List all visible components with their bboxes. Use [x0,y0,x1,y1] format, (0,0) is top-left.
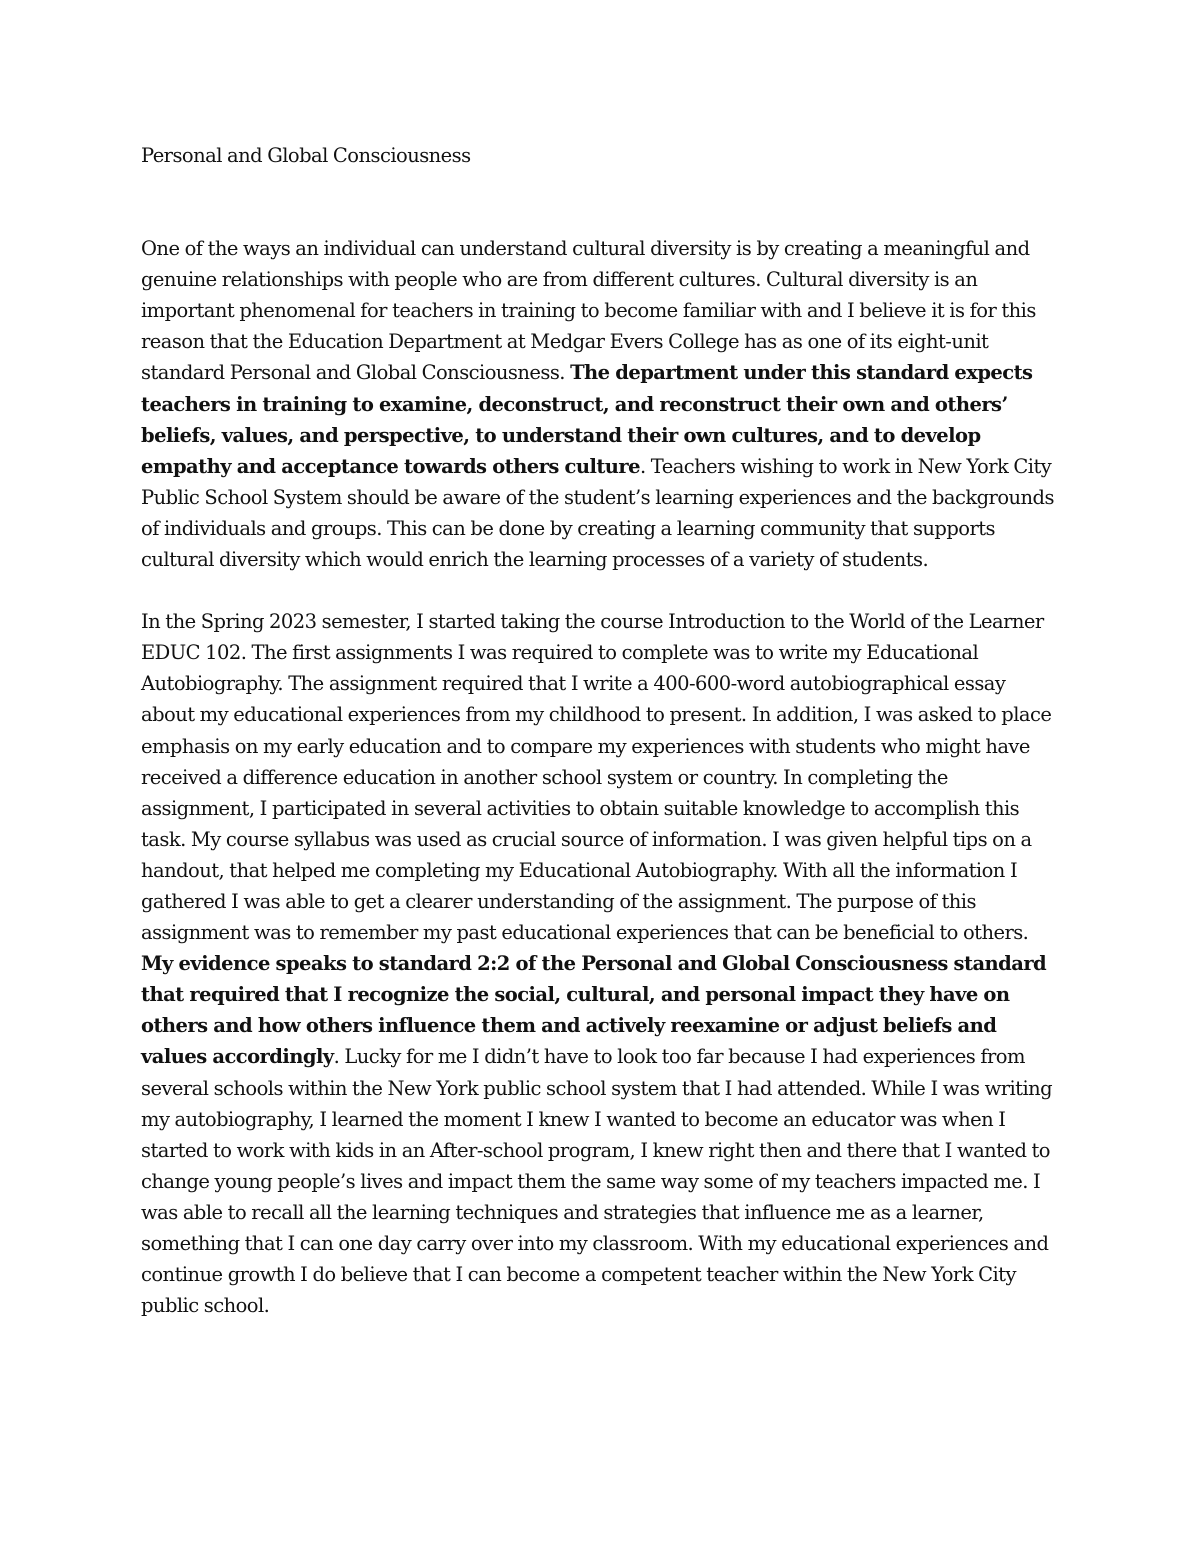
document-title: Personal and Global Consciousness [141,144,471,167]
paragraph-cultural-diversity [141,233,1063,575]
paragraph-text: . Teachers wishing to work in New York City Public School System should be aware of the student’s learning experiences and the backgrounds of individuals and groups. This can be done by creating a learning community that supports cultural diversity which would enrich the learning processes of a variety of students. [141,454,1054,572]
paragraph-bold-text: My evidence speaks to standard 2:2 of the Personal and Global Consciousness standard that required that I recognize the social, cultural, and personal impact they have on others and how others influence them and actively reexamine or adjust beliefs and values accordingly [141,952,1047,1069]
paragraph-bold-text: The department under this standard expects teachers in training to examine, deconstruct, and reconstruct their own and others’ beliefs, values, and perspective, to understand their own cultures, and to develop empathy and acceptance towards others culture [141,361,1033,478]
paragraph-text: . Lucky for me I didn’t have to look too far because I had experiences from several schools within the New York public school system that I had attended. While I was writing my autobiography, I learned the moment I knew I wanted to become an educator was when I started to work with kids in an After-school program, I knew right then and there that I wanted to change young people’s lives and impact them the same way some of my teachers impacted me. I was able to recall all the learning techniques and strategies that influence me as a learner, something that I can one day carry over into my classroom. With my educational experiences and continue growth I do believe that I can become a competent teacher within the New York City public school. [141,1045,1053,1318]
paragraph-text: One of the ways an individual can understand cultural diversity is by creating a meaningful and genuine relationships with people who are from different cultures. Cultural diversity is an important phenomenal for teachers in training to become familiar with and I believe it is for this reason that the Education Department at Medgar Evers College has as one of its eight-unit standard Personal and Global Consciousness. [141,237,1036,385]
paragraph-text: In the Spring 2023 semester, I started taking the course Introduction to the World of the Learner EDUC 102. The first assignments I was required to complete was to write my Educational Autobiography. The assignment required that I write a 400-600-word autobiographical essay about my educational experiences from my childhood to present. In addition, I was asked to place emphasis on my early education and to compare my experiences with students who might have received a difference education in another school system or country. In completing the assignment, I participated in several activities to obtain suitable knowledge to accomplish this task. My course syllabus was used as crucial source of information. I was given helpful tips on a handout, that helped me completing my Educational Autobiography. With all the information I gathered I was able to get a clearer understanding of the assignment. The purpose of this assignment was to remember my past educational experiences that can be beneficial to others. [141,610,1052,945]
paragraph-educational-autobiography [141,606,1063,1321]
document-body [141,140,1063,1321]
